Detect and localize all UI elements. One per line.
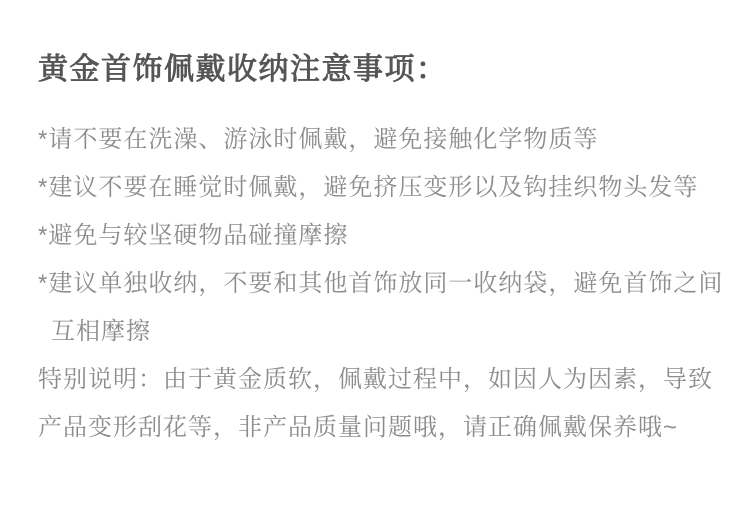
notice-line-storage-continued: 互相摩擦: [51, 318, 151, 345]
notice-line-bathing: *请不要在洗澡、游泳时佩戴，避免接触化学物质等: [38, 126, 599, 153]
notice-line-hard-objects: *避免与较坚硬物品碰撞摩擦: [38, 222, 349, 249]
notice-line-special-note: 特别说明：由于黄金质软，佩戴过程中，如因人为因素，导致: [38, 366, 713, 393]
notice-line-storage: *建议单独收纳，不要和其他首饰放同一收纳袋，避免首饰之间: [38, 270, 724, 297]
notice-line-sleeping: *建议不要在睡觉时佩戴，避免挤压变形以及钩挂织物头发等: [38, 174, 699, 201]
notice-title: 黄金首饰佩戴收纳注意事项：: [38, 53, 448, 86]
notice-line-special-note-continued: 产品变形刮花等，非产品质量问题哦，请正确佩戴保养哦~: [38, 414, 679, 441]
